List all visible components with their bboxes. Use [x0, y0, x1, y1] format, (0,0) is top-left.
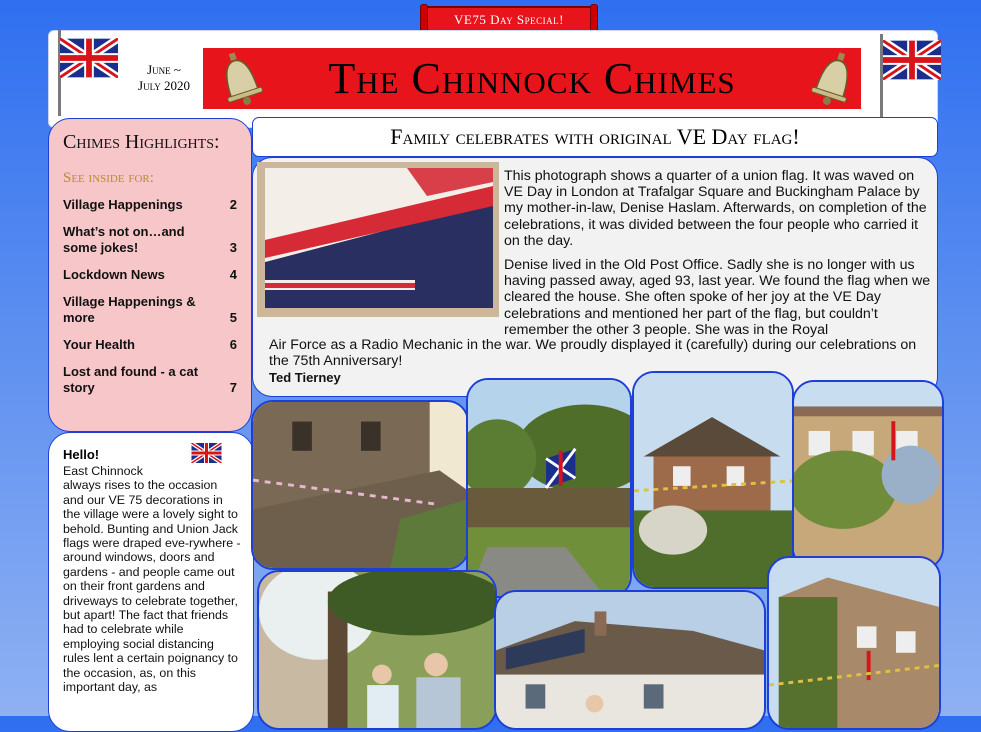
- article-text-right: [504, 168, 932, 346]
- highlight-page: 3: [229, 240, 237, 255]
- highlight-page: 7: [229, 380, 237, 395]
- hello-body: East Chinnock always rises to the occasion and our VE 75 decorations in the village were a lovely sight to behold. Bunting and Union Jack flags were draped eve-rywhere - around windows, doors and gardens - and people came out on their front gardens and driveways to celebrate together, but apart! The fact that friends had to celebrate while employing social distancing rules lent a certain poignancy to the occasion, as, on this important day, as: [63, 464, 241, 695]
- union-jack-left-icon: [60, 38, 118, 78]
- photo-solar-house: [494, 590, 766, 730]
- title-bar: [203, 48, 861, 109]
- hello-box: [48, 432, 254, 732]
- bell-right-icon: [806, 50, 862, 108]
- highlight-page: 4: [229, 267, 237, 282]
- highlight-item[interactable]: [63, 364, 237, 396]
- photo-tall-house-ivy: [767, 556, 941, 730]
- photo-people-tree: [257, 570, 497, 730]
- article-headline: Family celebrates with original VE Day flag!: [252, 117, 938, 157]
- ve-day-flag-photo: [257, 162, 499, 317]
- photo-house-wisteria: [792, 380, 944, 570]
- highlight-item[interactable]: [63, 294, 237, 326]
- highlight-item[interactable]: [63, 267, 237, 283]
- highlight-label: Lost and found - a cat story: [63, 364, 199, 395]
- photo-stone-wall-bunting: [251, 400, 469, 570]
- highlight-label: Village Happenings & more: [63, 294, 196, 325]
- article-paragraph-2-continued: Air Force as a Radio Mechanic in the war. We proudly displayed it (carefully) during our celebrations on the 75th Anniversary!: [269, 337, 917, 370]
- issue-date-line2: July 2020: [138, 78, 190, 93]
- article-paragraph-2: Denise lived in the Old Post Office. Sadly she is no longer with us having passed away, aged 93, last year. We found the flag when we cleared the house. She often spoke of her joy at the VE Day celebrations and mentioned her part of the flag, but couldn’t remember the other 3 people. She was in the Royal: [504, 257, 931, 338]
- issue-date-line1: June ~: [147, 62, 181, 77]
- highlight-item[interactable]: [63, 337, 237, 353]
- union-jack-right-icon: [883, 40, 941, 80]
- highlight-label: What’s not on…and some jokes!: [63, 224, 185, 255]
- photo-union-jack-garden: [466, 378, 632, 598]
- highlight-page: 2: [229, 197, 237, 212]
- newsletter-title: The Chinnock Chimes: [328, 54, 736, 103]
- issue-date: [132, 62, 196, 94]
- hello-title: Hello!: [63, 447, 100, 462]
- highlights-subtitle: See inside for:: [63, 170, 154, 186]
- highlight-label: Lockdown News: [63, 267, 165, 282]
- highlights-title: Chimes Highlights:: [63, 131, 220, 153]
- bell-left-icon: [212, 50, 268, 108]
- highlight-page: 6: [229, 337, 237, 352]
- highlight-item[interactable]: [63, 224, 237, 256]
- highlight-label: Your Health: [63, 337, 135, 352]
- highlight-item[interactable]: [63, 197, 237, 213]
- photo-house-bunting: [632, 371, 794, 589]
- article-paragraph-1: This photograph shows a quarter of a union flag. It was waved on VE Day in London at Trafalgar Square and Buckingham Palace by my mother-in-law, Denise Haslam. Afterwards, on completion of the celebrations, it was divided between the four people who carried it on the day.: [504, 168, 927, 249]
- highlights-panel: [48, 118, 252, 432]
- article-author: Ted Tierney: [269, 370, 341, 386]
- ve75-special-tab: VE75 Day Special!: [424, 6, 594, 34]
- highlight-page: 5: [229, 310, 237, 325]
- union-jack-small-icon: [190, 443, 223, 463]
- highlight-label: Village Happenings: [63, 197, 183, 212]
